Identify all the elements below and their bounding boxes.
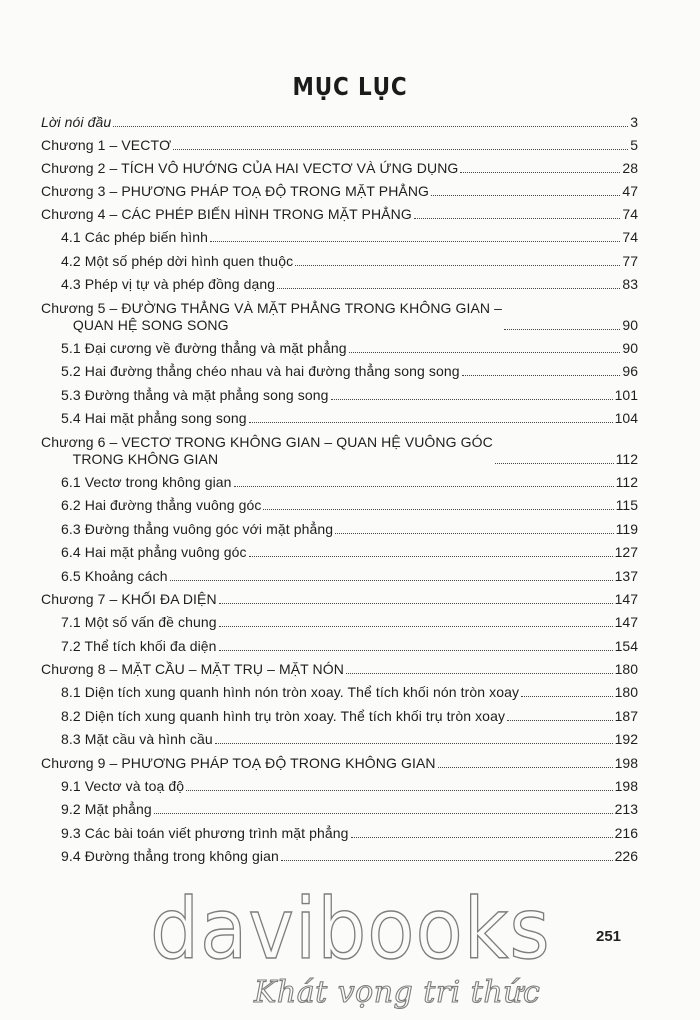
toc-entry-label: Chương 9 – PHƯƠNG PHÁP TOẠ ĐỘ TRONG KHÔNG GIAN bbox=[41, 754, 436, 771]
toc-entry-page: 47 bbox=[622, 183, 638, 199]
toc-section-entry bbox=[41, 229, 638, 246]
toc-dot-leader bbox=[414, 218, 621, 219]
toc-chapter-entry bbox=[41, 755, 638, 772]
watermark-brand: davibooks bbox=[150, 880, 551, 978]
toc-dot-leader bbox=[113, 126, 628, 127]
toc-entry-label: Chương 2 – TÍCH VÔ HƯỚNG CỦA HAI VECTƠ VÀ ỨNG DỤNG bbox=[41, 160, 459, 176]
toc-entry-page: 198 bbox=[614, 777, 638, 794]
toc-dot-leader bbox=[431, 195, 620, 196]
toc-entry-page: 112 bbox=[615, 473, 638, 490]
toc-entry-label: 6.3 Đường thẳng vuông góc với mặt phẳng bbox=[61, 520, 334, 537]
toc-section-entry bbox=[41, 410, 638, 427]
toc-entry-page: 115 bbox=[615, 497, 638, 513]
toc-entry-label: 4.3 Phép vị tự và phép đồng dạng bbox=[61, 276, 276, 292]
toc-dot-leader bbox=[351, 837, 613, 838]
toc-chapter-entry bbox=[41, 300, 638, 334]
toc-entry-label: 5.2 Hai đường thẳng chéo nhau và hai đường thẳng song song bbox=[61, 363, 460, 379]
toc-entry-page: 192 bbox=[614, 731, 638, 747]
toc-section-entry bbox=[41, 276, 638, 293]
page-title: MỤC LỤC bbox=[292, 72, 408, 101]
toc-dot-leader bbox=[335, 533, 614, 534]
toc-entry-label: 6.5 Khoảng cách bbox=[61, 567, 168, 584]
toc-entry-page: 90 bbox=[622, 316, 638, 333]
toc-entry-page: 198 bbox=[614, 754, 638, 771]
toc-dot-leader bbox=[495, 463, 614, 464]
toc-chapter-entry bbox=[41, 160, 638, 177]
toc-chapter-entry bbox=[41, 591, 638, 608]
toc-entry-label: 6.4 Hai mặt phẳng vuông góc bbox=[61, 544, 247, 560]
toc-section-entry bbox=[41, 363, 638, 380]
toc-entry-page: 90 bbox=[622, 339, 638, 356]
toc-dot-leader bbox=[295, 265, 620, 266]
toc-entry-page: 216 bbox=[614, 824, 638, 841]
toc-entry-label: Chương 1 – VECTƠ bbox=[41, 137, 172, 153]
toc-section-entry bbox=[41, 778, 638, 795]
toc-entry-label: 7.1 Một số vấn đề chung bbox=[61, 614, 217, 630]
toc-dot-leader bbox=[349, 352, 621, 353]
toc-section-entry bbox=[41, 340, 638, 357]
toc-chapter-entry bbox=[41, 137, 638, 154]
toc-dot-leader bbox=[504, 329, 620, 330]
toc-dot-leader bbox=[186, 790, 612, 791]
toc-dot-leader bbox=[438, 767, 613, 768]
toc-section-entry bbox=[41, 253, 638, 270]
toc-dot-leader bbox=[154, 813, 613, 814]
toc-entry-label: 5.1 Đại cương về đường thẳng và mặt phẳng bbox=[61, 339, 347, 356]
toc-section-entry bbox=[41, 387, 638, 404]
toc-entry-label: 4.1 Các phép biến hình bbox=[61, 229, 208, 245]
toc-dot-leader bbox=[219, 603, 613, 604]
toc-entry-label: 8.2 Diện tích xung quanh hình trụ tròn xoay. Thể tích khối trụ tròn xoay bbox=[61, 707, 506, 724]
toc-dot-leader bbox=[462, 375, 621, 376]
toc-section-entry bbox=[41, 684, 638, 701]
toc-entry-page: 83 bbox=[622, 276, 638, 292]
toc-entry-page: 74 bbox=[622, 206, 638, 222]
toc-entry-page: 77 bbox=[622, 252, 638, 269]
toc-entry-label: Chương 4 – CÁC PHÉP BIẾN HÌNH TRONG MẶT PHẲNG bbox=[41, 206, 412, 222]
toc-chapter-entry bbox=[41, 206, 638, 223]
toc-section-entry bbox=[41, 544, 638, 561]
toc-entry-label: 8.3 Mặt cầu và hình cầu bbox=[61, 731, 213, 747]
watermark-slogan: Khát vọng tri thức bbox=[254, 975, 541, 1010]
toc-entry-label: Chương 3 – PHƯƠNG PHÁP TOẠ ĐỘ TRONG MẶT PHẲNG bbox=[41, 183, 430, 199]
toc-entry-page: 180 bbox=[614, 684, 638, 700]
toc-entry-page: 154 bbox=[614, 637, 638, 654]
toc-entry-page: 226 bbox=[614, 848, 638, 864]
toc-entry-page: 101 bbox=[614, 386, 638, 403]
toc-entry-page: 119 bbox=[615, 520, 638, 537]
toc-section-entry bbox=[41, 568, 638, 585]
toc-entry-page: 3 bbox=[630, 114, 638, 130]
toc-chapter-entry bbox=[41, 183, 638, 200]
toc-dot-leader bbox=[346, 673, 613, 674]
toc-entry-page: 28 bbox=[622, 160, 638, 176]
toc-dot-leader bbox=[521, 696, 613, 697]
toc-dot-leader bbox=[331, 399, 613, 400]
toc-entry-page: 147 bbox=[614, 591, 638, 607]
toc-dot-leader bbox=[277, 288, 620, 289]
toc-entry-label: 6.2 Hai đường thẳng vuông góc bbox=[61, 497, 262, 513]
toc-section-entry bbox=[41, 497, 638, 514]
toc-dot-leader bbox=[173, 149, 628, 150]
toc-dot-leader bbox=[170, 580, 613, 581]
toc-entry-label: Chương 5 – ĐƯỜNG THẲNG VÀ MẶT PHẲNG TRONG KHÔNG GIAN – QUAN HỆ SONG SONG bbox=[41, 299, 503, 333]
toc-entry-label: Chương 6 – VECTƠ TRONG KHÔNG GIAN – QUAN HỆ VUÔNG GÓC TRONG KHÔNG GIAN bbox=[41, 433, 493, 467]
page-number: 251 bbox=[596, 928, 622, 945]
toc-dot-leader bbox=[219, 650, 613, 651]
toc-dot-leader bbox=[281, 860, 613, 861]
toc-dot-leader bbox=[234, 486, 614, 487]
toc-dot-leader bbox=[460, 172, 620, 173]
toc-dot-leader bbox=[263, 509, 613, 510]
toc-entry-page: 96 bbox=[622, 363, 638, 379]
toc-entry-label: 9.4 Đường thẳng trong không gian bbox=[61, 848, 279, 864]
toc-dot-leader bbox=[219, 626, 613, 627]
toc-dot-leader bbox=[249, 556, 613, 557]
toc-section-entry bbox=[41, 825, 638, 842]
toc-entry-label: 8.1 Diện tích xung quanh hình nón tròn xoay. Thể tích khối nón tròn xoay bbox=[61, 684, 520, 700]
toc-dot-leader bbox=[249, 422, 613, 423]
toc-entry-page: 147 bbox=[614, 614, 638, 630]
toc-dot-leader bbox=[507, 720, 613, 721]
toc-entry-label: 7.2 Thể tích khối đa diện bbox=[61, 637, 217, 654]
toc-entry-label: 9.2 Mặt phẳng bbox=[61, 801, 152, 817]
table-of-contents bbox=[41, 114, 638, 872]
toc-chapter-entry bbox=[41, 434, 638, 468]
toc-entry-page: 104 bbox=[614, 410, 638, 426]
toc-entry-label: Chương 7 – KHỐI ĐA DIỆN bbox=[41, 591, 217, 607]
toc-chapter-entry bbox=[41, 661, 638, 678]
toc-entry-label: 9.3 Các bài toán viết phương trình mặt phẳng bbox=[61, 824, 349, 841]
toc-section-entry bbox=[41, 801, 638, 818]
toc-preface-entry bbox=[41, 114, 638, 131]
toc-entry-label: 4.2 Một số phép dời hình quen thuộc bbox=[61, 252, 294, 269]
toc-dot-leader bbox=[210, 241, 620, 242]
toc-entry-label: 9.1 Vectơ và toạ độ bbox=[61, 777, 185, 794]
toc-dot-leader bbox=[215, 743, 613, 744]
toc-entry-page: 213 bbox=[614, 801, 638, 817]
toc-entry-page: 112 bbox=[615, 450, 638, 467]
toc-entry-label: Chương 8 – MẶT CẦU – MẶT TRỤ – MẶT NÓN bbox=[41, 661, 344, 677]
toc-entry-page: 74 bbox=[622, 229, 638, 245]
toc-entry-label: 5.3 Đường thẳng và mặt phẳng song song bbox=[61, 386, 329, 403]
toc-section-entry bbox=[41, 474, 638, 491]
toc-entry-page: 127 bbox=[614, 544, 638, 560]
toc-section-entry bbox=[41, 521, 638, 538]
toc-entry-label: 5.4 Hai mặt phẳng song song bbox=[61, 410, 247, 426]
toc-entry-page: 5 bbox=[630, 137, 638, 153]
toc-section-entry bbox=[41, 638, 638, 655]
toc-entry-page: 137 bbox=[614, 567, 638, 584]
toc-section-entry bbox=[41, 708, 638, 725]
toc-entry-page: 180 bbox=[614, 661, 638, 677]
toc-section-entry bbox=[41, 614, 638, 631]
toc-entry-label: Lời nói đầu bbox=[41, 114, 112, 130]
toc-entry-label: 6.1 Vectơ trong không gian bbox=[61, 473, 232, 490]
toc-section-entry bbox=[41, 848, 638, 865]
toc-section-entry bbox=[41, 731, 638, 748]
toc-entry-page: 187 bbox=[614, 707, 638, 724]
